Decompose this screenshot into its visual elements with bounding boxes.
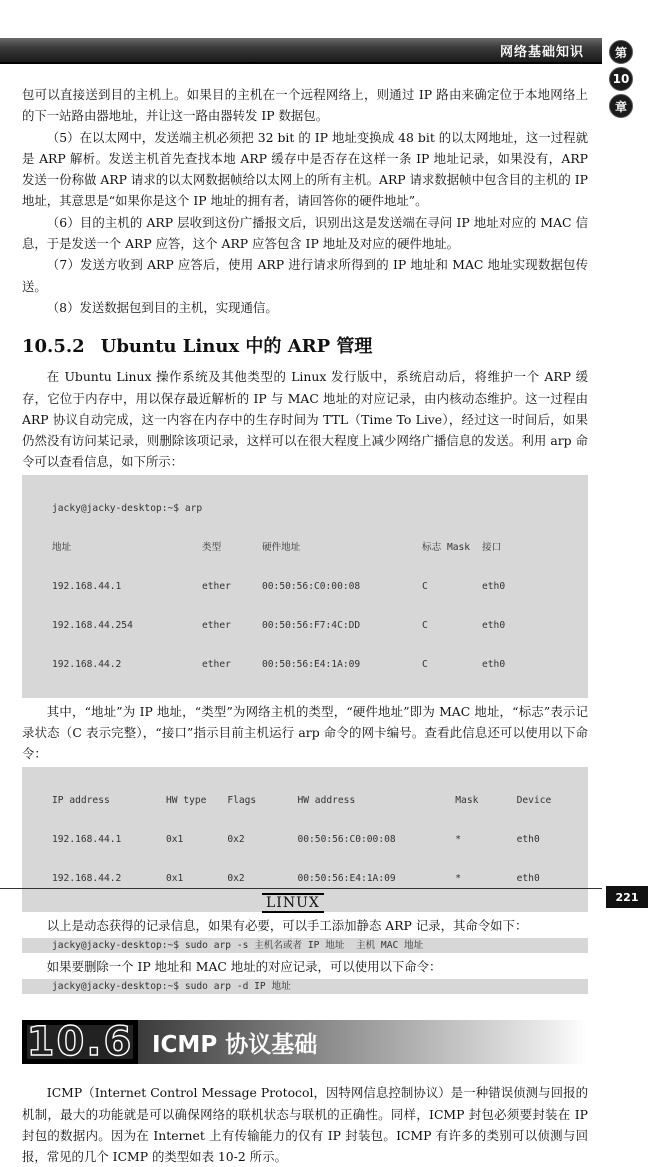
footer-logo: LINUX [262,893,324,913]
code-cell: 0x2 [227,872,245,884]
code-cell: 00:50:56:F7:4C:DD [262,619,361,631]
code-prompt: jacky@jacky-desktop:~$ arp [52,502,203,514]
code-row [52,658,578,671]
paragraph: ICMP（Internet Control Message Protocol，因特网信息控制协议）是一种错误侦测与回报的机制，最大的功能就是可以确保网络的联机状态与联机的正确性。同样，ICMP 封包必须要封装在 IP 封包的数据内。因为在 Internet 上有传输能力的仅有 IP 封装包。ICMP 有许多的类别可以侦测与回报，常见的几个 ICMP 的类型如表 10-2 所示。 [22,1085,588,1165]
code-cell: eth0 [516,833,540,845]
section-number: 10.6 [26,1019,134,1066]
code-cell: eth0 [516,872,540,884]
chapter-char: 章 [609,94,633,118]
paragraph: 包可以直接送到目的主机上。如果目的主机在一个远程网络上，则通过 IP 路由来确定位于本地网络上的下一站路由器地址，并让这一路由器转发 IP 数据包。 [22,87,588,124]
code-header-row [52,541,578,554]
code-cell: * [455,872,462,884]
paragraph: （7）发送方收到 ARP 应答后，使用 ARP 进行请求所得到的 IP 地址和 MAC 地址实现数据包传送。 [22,257,588,294]
code-cell: 类型 [202,541,222,553]
code-cell: 00:50:56:C0:00:08 [262,580,361,592]
code-cell: eth0 [482,580,506,592]
paragraph: 在 Ubuntu Linux 操作系统及其他类型的 Linux 发行版中，系统启动后，将维护一个 ARP 缓存，它位于内存中，用以保存最近解析的 IP 与 MAC 地址的对应记录，由内核动态维护。这一过程由 ARP 协议自动完成，这一内容在内存中的生存时间为 TTL（Time To Live），经过这一时间后，如果仍然没有访问某记录，则删除该项记录，这样可以在很大程度上减少网络广播信息的发送。利用 arp 命令可以查看信息，如下所示： [22,369,588,470]
code-cell: ether [202,619,231,631]
code-cell: Mask [455,794,479,806]
code-cell: ether [202,580,231,592]
code-cell: 0x1 [165,872,184,884]
code-cell: IP address [52,794,110,806]
code-cell: 0x2 [227,833,245,845]
code-cell: C [422,658,428,670]
code-cell: HW address [297,794,356,806]
code-cell: 192.168.44.1 [52,580,122,592]
code-row [52,833,578,846]
code-cell: ether [202,658,231,670]
code-row [52,619,578,632]
section-banner [22,1020,588,1064]
section-title-band [138,1020,588,1064]
code-cell: 00:50:56:E4:1A:09 [297,872,396,884]
code-cell: 地址 [52,541,72,553]
code-cell: eth0 [482,658,506,670]
code-block-arp-add: jacky@jacky-desktop:~$ sudo arp -s 主机名或者 IP 地址 主机 MAC 地址 [22,938,588,953]
code-cell: * [455,833,462,845]
code-cell: Device [516,794,552,806]
paragraph: （8）发送数据包到目的主机，实现通信。 [46,299,278,315]
code-cell: HW type [165,794,207,806]
code-cell: Flags [227,794,257,806]
section-heading [22,332,588,358]
code-cell: 192.168.44.2 [52,872,122,884]
paragraph: 其中，“地址”为 IP 地址，“类型”为网络主机的类型，“硬件地址”即为 MAC 地址，“标志”表示记录状态（C 表示完整），“接口”指示目前主机运行 arp 命令的网卡编号。查看此信息还可以使用以下命令： [22,703,588,762]
code-cell: eth0 [482,619,506,631]
code-cell: 接口 [482,541,502,553]
code-cell: 00:50:56:E4:1A:09 [262,658,361,670]
code-cell: 0x1 [165,833,184,845]
code-cell: 标志 Mask [422,541,471,553]
code-cell: 硬件地址 [262,541,301,553]
code-row [52,872,578,885]
section-title: ICMP 协议基础 [152,1031,318,1058]
page-content [22,84,588,1167]
code-row [52,580,578,593]
header-title: 网络基础知识 [499,45,584,60]
header-bar [0,38,602,64]
code-cell: 192.168.44.254 [52,619,133,631]
paragraph: 如果要删除一个 IP 地址和 MAC 地址的对应记录，可以使用以下命令： [46,958,442,974]
chapter-number: 10 [609,67,633,91]
code-block-arp-delete: jacky@jacky-desktop:~$ sudo arp -d IP 地址 [22,979,588,994]
paragraph: （5）在以太网中，发送端主机必须把 32 bit 的 IP 地址变换成 48 bit 的以太网地址，这一过程就是 ARP 解析。发送主机首先查找本地 ARP 缓存中是否存在这样一条 IP 地址记录，如果没有，ARP 发送一份称做 ARP 请求的以太网数据帧给以太网上的所有主机。ARP 请求数据帧中包含目的主机的 IP 地址，其意思是“如果你是这个 IP 地址的拥有者，请回答你的硬件地址”。 [22,129,588,209]
footer-rule [0,888,602,889]
code-block-arp-table [22,767,588,912]
code-cell: 00:50:56:C0:00:08 [297,833,396,845]
code-cell: C [422,619,428,631]
page-number: 221 [606,886,648,908]
chapter-char: 第 [609,40,633,64]
paragraph: （6）目的主机的 ARP 层收到这份广播报文后，识别出这是发送端在寻问 IP 地址对应的 MAC 信息，于是发送一个 ARP 应答，这个 ARP 应答包含 IP 地址及对应的硬件地址。 [22,214,588,252]
paragraph: 以上是动态获得的记录信息，如果有必要，可以手工添加静态 ARP 记录，其命令如下： [46,917,528,933]
code-block-arp [22,475,588,698]
section-title: Ubuntu Linux 中的 ARP 管理 [100,336,373,358]
section-number: 10.5.2 [22,336,85,358]
section-number-box [22,1020,138,1064]
code-cell: C [422,580,428,592]
code-header-row [52,794,578,807]
code-cell: 192.168.44.1 [52,833,122,845]
chapter-tab [609,40,633,118]
code-cell: 192.168.44.2 [52,658,122,670]
